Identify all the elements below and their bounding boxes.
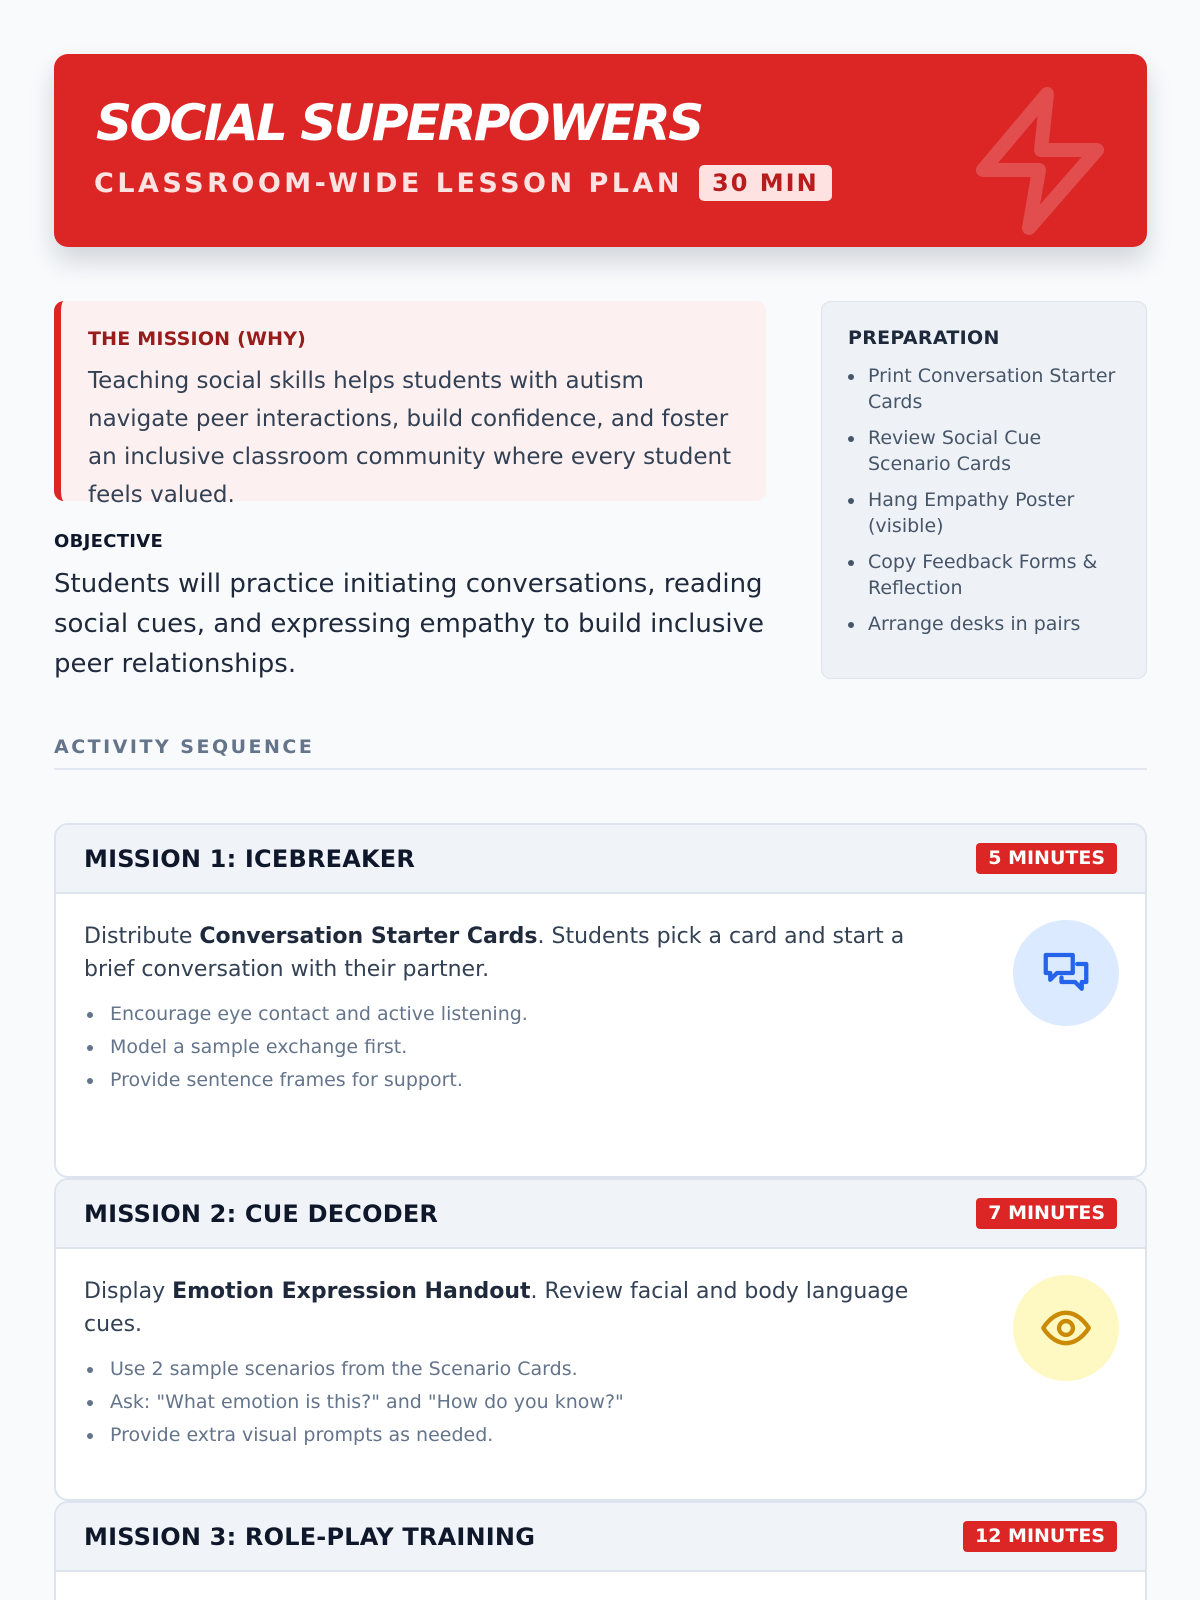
list-item: Ask: "What emotion is this?" and "How do you know?" bbox=[84, 1386, 1117, 1419]
preparation-panel bbox=[821, 301, 1147, 679]
lead-text: Display bbox=[84, 1279, 173, 1304]
header-banner bbox=[54, 54, 1147, 247]
preparation-list bbox=[848, 363, 1126, 637]
mission-card-2 bbox=[54, 1178, 1147, 1501]
mission-title: MISSION 1: ICEBREAKER bbox=[84, 844, 416, 873]
time-badge: 7 MINUTES bbox=[976, 1198, 1117, 1229]
mission-label: THE MISSION (WHY) bbox=[88, 328, 307, 350]
list-item: Hang Empathy Poster (visible) bbox=[848, 487, 1126, 539]
mission-box bbox=[54, 301, 766, 508]
list-item: Provide extra visual prompts as needed. bbox=[84, 1419, 1117, 1452]
material-name: Emotion Expression Handout bbox=[172, 1279, 531, 1304]
banner-subtitle-row bbox=[94, 165, 832, 201]
mission-card-body bbox=[56, 894, 1145, 1097]
list-item: Print Conversation Starter Cards bbox=[848, 363, 1126, 415]
lead-text: Distribute bbox=[84, 924, 200, 949]
lightning-bolt-icon bbox=[969, 86, 1109, 236]
list-item: Model a sample exchange first. bbox=[84, 1031, 1117, 1064]
mission-card-3 bbox=[54, 1501, 1147, 1600]
mission-text: Teaching social skills helps students with autism navigate peer interactions, build confidence, and foster an inclusive classroom community where every student feels valued. bbox=[88, 368, 732, 508]
list-item: Provide sentence frames for support. bbox=[84, 1064, 1117, 1097]
chat-bubbles-icon bbox=[1013, 920, 1119, 1026]
page-subtitle: CLASSROOM-WIDE LESSON PLAN bbox=[94, 167, 683, 199]
mission-description bbox=[84, 920, 944, 986]
objective-text: Students will practice initiating conversations, reading social cues, and expressing empathy to build inclusive peer relationships. bbox=[54, 569, 765, 679]
eye-icon bbox=[1013, 1275, 1119, 1381]
page-title: SOCIAL SUPERPOWERS bbox=[96, 94, 702, 152]
mission-description bbox=[84, 1275, 944, 1341]
lead-text: . Students pick a card and start a brief conversation with their partner. bbox=[84, 924, 905, 982]
mission-bullets bbox=[84, 998, 1117, 1097]
objective-label: OBJECTIVE bbox=[54, 531, 164, 552]
activity-sequence-heading: ACTIVITY SEQUENCE bbox=[54, 736, 315, 758]
time-badge: 5 MINUTES bbox=[976, 843, 1117, 874]
list-item: Encourage eye contact and active listening. bbox=[84, 998, 1117, 1031]
lesson-plan-page bbox=[54, 54, 1147, 1551]
list-item: Use 2 sample scenarios from the Scenario Cards. bbox=[84, 1353, 1117, 1386]
mission-title: MISSION 3: ROLE-PLAY TRAINING bbox=[84, 1522, 536, 1551]
lead-text: . Review facial and body language cues. bbox=[84, 1279, 909, 1337]
section-divider bbox=[54, 768, 1147, 770]
preparation-label: PREPARATION bbox=[848, 327, 1000, 349]
mission-card-header bbox=[56, 825, 1145, 894]
material-name: Conversation Starter Cards bbox=[199, 924, 538, 949]
mission-card-header bbox=[56, 1503, 1145, 1572]
mission-card-body bbox=[56, 1249, 1145, 1452]
duration-badge: 30 MIN bbox=[699, 165, 832, 201]
time-badge: 12 MINUTES bbox=[963, 1521, 1117, 1552]
list-item: Copy Feedback Forms & Reflection bbox=[848, 549, 1126, 601]
mission-title: MISSION 2: CUE DECODER bbox=[84, 1199, 439, 1228]
mission-card-1 bbox=[54, 823, 1147, 1178]
list-item: Arrange desks in pairs bbox=[848, 611, 1126, 637]
mission-bullets bbox=[84, 1353, 1117, 1452]
list-item: Review Social Cue Scenario Cards bbox=[848, 425, 1126, 477]
mission-card-header bbox=[56, 1180, 1145, 1249]
